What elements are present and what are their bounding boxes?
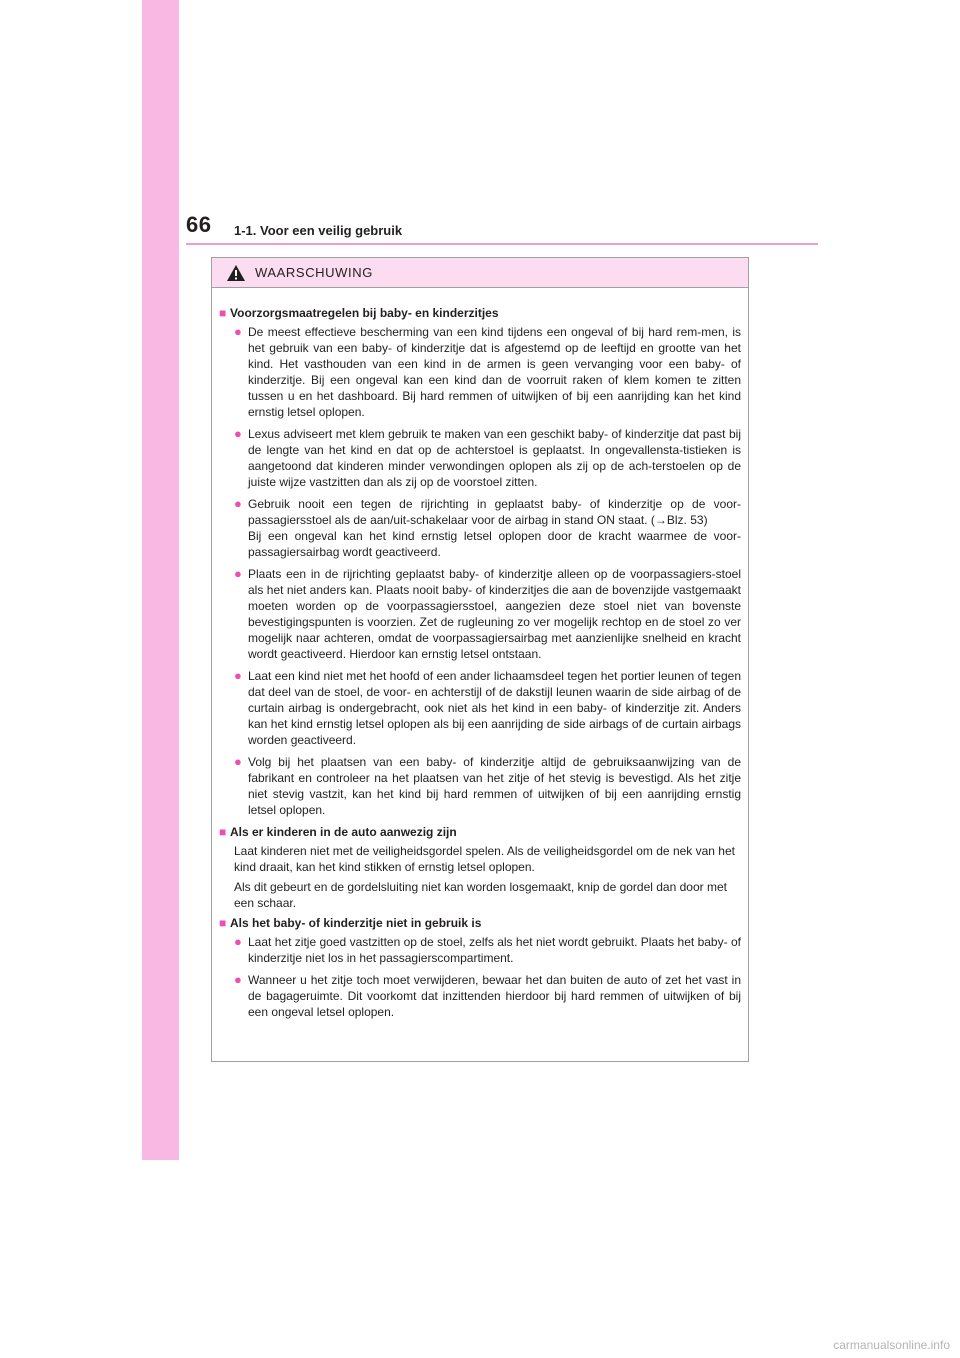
section-heading	[219, 824, 741, 840]
round-bullet-icon: ●	[234, 668, 242, 683]
page-number: 66	[186, 212, 212, 237]
list-item-text: Lexus adviseert met klem gebruik te maken van een geschikt baby- of kinderzitje dat past bij de lengte van het kind en dat op de achterstoel is geplaatst. In ongevallensta-tistieken is aangetoond dat kinderen minder verwondingen oplopen als zij op de ach-terstoelen op de juiste wijze vastzitten dan als zij op de voorstoel zitten.	[248, 427, 741, 489]
warning-box	[211, 257, 749, 1062]
list-item-text: Volg bij het plaatsen van een baby- of kinderzitje altijd de gebruiksaanwijzing van de fabrikant en controleer na het plaatsen van het zitje of het stevig is bevestigd. Als het zitje niet stevig vastzit, kan het kind bij hard remmen of uitwijken of bij een aanrijding ernstig letsel oplopen.	[248, 755, 741, 817]
warning-body	[212, 288, 748, 1020]
warning-title: WAARSCHUWING	[255, 265, 373, 280]
round-bullet-icon: ●	[234, 754, 242, 769]
square-bullet-icon: ■	[219, 916, 227, 930]
list-item	[234, 496, 741, 560]
round-bullet-icon: ●	[234, 972, 242, 987]
list-item	[234, 668, 741, 748]
list-item	[234, 754, 741, 818]
side-tab	[142, 0, 179, 1160]
list-item-text: Gebruik nooit een tegen de rijrichting in geplaatst baby- of kinderzitje op de voor-passagiersstoel als de aan/uit-schakelaar voor de airbag in stand ON staat. (→Blz. 53) Bij een ongeval kan het kind ernstig letsel oplopen door de kracht waarmee de voor-passagiersairbag wordt geactiveerd.	[248, 497, 741, 559]
list-item-text: Plaats een in de rijrichting geplaatst baby- of kinderzitje alleen op de voorpassagiers-stoel als het niet anders kan. Plaats nooit baby- of kinderzitjes die aan de bovenzijde vastgemaakt moeten worden op de voorpassagiersstoel, aangezien deze stoel niet van bovenste bevestigingspunten is voorzien. Zet de rugleuning zo ver mogelijk rechtop en de stoel zo ver mogelijk naar achteren, omdat de voorpassagiersairbag met aanzienlijke snelheid en kracht wordt geactiveerd. Hierdoor kan ernstig letsel ontstaan.	[248, 567, 741, 661]
list-item-text: Wanneer u het zitje toch moet verwijderen, bewaar het dan buiten de auto of zet het vast in de bagageruimte. Dit voorkomt dat inzittenden hierdoor bij hard remmen of uitwijken of bij een ongeval letsel oplopen.	[248, 973, 741, 1019]
warning-header	[212, 258, 748, 288]
list-item	[234, 426, 741, 490]
square-bullet-icon: ■	[219, 825, 227, 839]
paragraph: Laat kinderen niet met de veiligheidsgordel spelen. Als de veiligheidsgordel om de nek van het kind draait, kan het kind stikken of ernstig letsel oplopen.	[234, 844, 735, 874]
section-heading	[219, 305, 741, 321]
round-bullet-icon: ●	[234, 496, 242, 511]
section-heading-text: Als er kinderen in de auto aanwezig zijn	[230, 825, 457, 839]
watermark: carmanualsonline.info	[833, 1338, 950, 1352]
section-heading-text: Voorzorgsmaatregelen bij baby- en kinderzitjes	[230, 306, 499, 320]
list-item-text: De meest effectieve bescherming van een kind tijdens een ongeval of bij hard rem-men, is het gebruik van een baby- of kinderzitje dat is afgestemd op de leeftijd en grootte van het kind. Het vasthouden van een kind in de armen is geen vervanging voor een baby- of kinderzitje. Bij een ongeval kan een kind dan de voorruit raken of klem komen te zitten tussen u en het dashboard. Bij hard remmen of uitwijken of bij een aanrijding kan het kind ernstig letsel oplopen.	[248, 325, 741, 419]
round-bullet-icon: ●	[234, 934, 242, 949]
list-item	[234, 934, 741, 966]
list-item	[234, 972, 741, 1020]
paragraph: Als dit gebeurt en de gordelsluiting niet kan worden losgemaakt, knip de gordel dan door met een schaar.	[234, 880, 727, 910]
section-heading	[219, 915, 741, 931]
square-bullet-icon: ■	[219, 306, 227, 320]
section-heading-text: Als het baby- of kinderzitje niet in gebruik is	[230, 916, 482, 930]
round-bullet-icon: ●	[234, 324, 242, 339]
list-item-text: Laat het zitje goed vastzitten op de stoel, zelfs als het niet wordt gebruikt. Plaats het baby- of kinderzitje niet los in het passagierscompartiment.	[248, 935, 741, 965]
list-item-text: Laat een kind niet met het hoofd of een ander lichaamsdeel tegen het portier leunen of tegen dat deel van de stoel, de voor- en achterstijl of de dakstijl leunen waarin de side airbag of de curtain airbag is ondergebracht, ook niet als het kind in een baby- of kinderzitje zit. Anders kan het kind ernstig letsel oplopen als bij een aanrijding de side airbags of de curtain airbags worden geactiveerd.	[248, 669, 741, 747]
round-bullet-icon: ●	[234, 566, 242, 581]
header-rule	[186, 243, 818, 245]
warning-triangle-icon	[226, 264, 246, 282]
list-item	[234, 324, 741, 420]
list-item	[234, 566, 741, 662]
round-bullet-icon: ●	[234, 426, 242, 441]
section-title: 1-1. Voor een veilig gebruik	[234, 223, 403, 238]
